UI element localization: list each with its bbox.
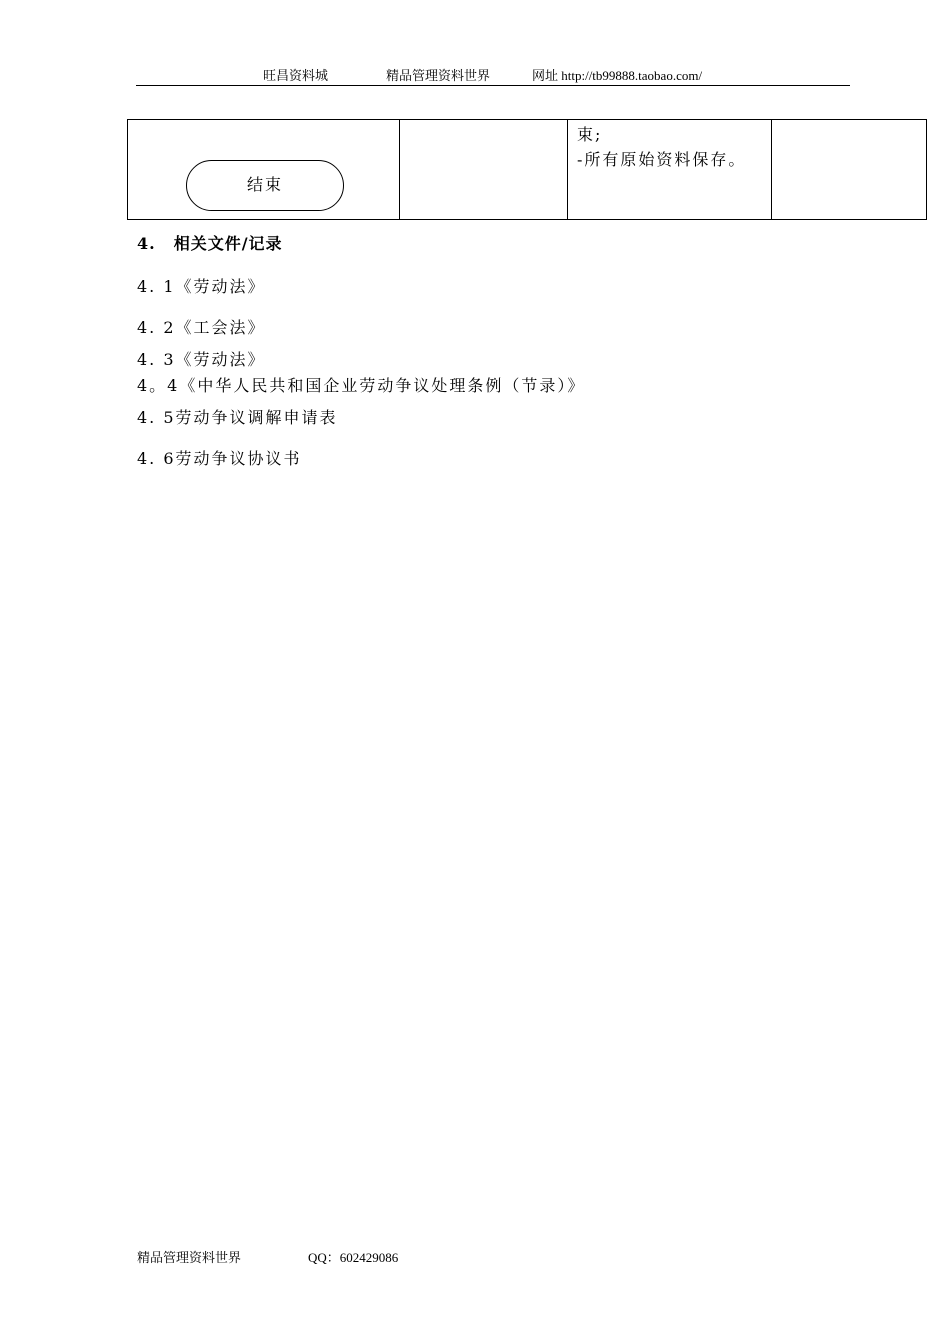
section-heading	[137, 231, 283, 254]
list-item: 4. 2《工会法》	[137, 318, 266, 337]
flowchart-cell	[128, 120, 400, 220]
list-item: 4. 1《劳动法》	[137, 277, 266, 296]
description-cell	[568, 120, 772, 220]
end-terminator-node: 结束	[186, 160, 344, 211]
list-item: 4. 5劳动争议调解申请表	[137, 408, 338, 427]
section-title: 相关文件/记录	[173, 234, 283, 253]
table-row	[128, 120, 927, 220]
description-line: -所有原始资料保存。	[577, 150, 747, 169]
header-site-name: 旺昌资料城	[263, 68, 329, 83]
section-number: 4.	[137, 234, 156, 253]
responsible-cell	[400, 120, 568, 220]
list-item: 4. 3《劳动法》	[137, 350, 266, 369]
flow-table	[127, 119, 927, 220]
footer-slogan: 精品管理资料世界	[137, 1250, 242, 1265]
page-header	[136, 66, 850, 86]
list-item: 4。4《中华人民共和国企业劳动争议处理条例（节录）》	[137, 376, 586, 395]
footer-qq: QQ：602429086	[308, 1250, 399, 1265]
description-line: 束;	[577, 125, 603, 144]
record-cell	[772, 120, 927, 220]
header-url: 网址 http://tb99888.taobao.com/	[532, 68, 703, 83]
list-item: 4. 6劳动争议协议书	[137, 449, 302, 468]
header-slogan: 精品管理资料世界	[386, 68, 491, 83]
